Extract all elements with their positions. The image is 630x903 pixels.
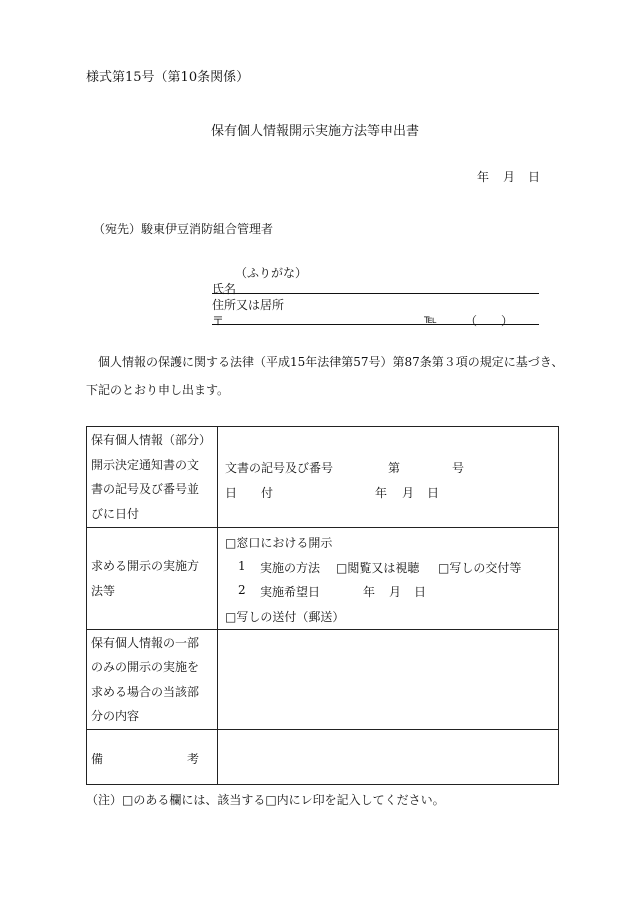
partial-label-line: 分の内容: [91, 709, 140, 723]
method-label-line: 法等: [91, 583, 116, 598]
notice-label-line: びに日付: [91, 506, 140, 521]
notice-label-line: 書の記号及び番号並: [91, 482, 200, 496]
remarks-label-left: 備: [91, 752, 104, 766]
form-number: 様式第15号（第10条関係）: [86, 70, 250, 85]
method-value-cell: [218, 528, 559, 630]
remarks-label: [87, 730, 218, 785]
partial-label-line: のみの開示の実施を: [91, 660, 200, 674]
furigana-label: （ふりがな）: [235, 266, 308, 280]
notice-day: 日: [427, 486, 440, 500]
date-year: 年: [477, 170, 490, 184]
remarks-label-right: 考: [187, 752, 200, 766]
item1-number: 1: [238, 559, 246, 573]
address-underline: [212, 324, 539, 325]
intro-line-2: 下記のとおり申し出ます。: [86, 383, 230, 397]
item2-day: 日: [414, 585, 427, 599]
checkbox-window-disclosure[interactable]: □窓口における開示: [225, 536, 333, 550]
request-table: [86, 426, 559, 785]
partial-value-cell[interactable]: [218, 630, 559, 730]
intro-line-1: 個人情報の保護に関する法律（平成15年法律第57号）第87条第３項の規定に基づき、: [98, 355, 564, 369]
address-label: 住所又は居所: [212, 298, 285, 312]
partial-label: [87, 630, 218, 730]
partial-label-line: 保有個人情報の一部: [91, 635, 200, 650]
date-month: 月: [503, 170, 516, 184]
table-row-notice: [87, 427, 559, 528]
checkbox-mail[interactable]: □写しの送付（郵送）: [225, 610, 345, 624]
table-row-method: [87, 528, 559, 630]
item2-year: 年: [363, 585, 376, 599]
table-row-remarks: [87, 730, 559, 785]
notice-date-label: 日 付: [225, 486, 274, 500]
footnote: （注）□のある欄には、該当する□内にレ印を記入してください。: [86, 793, 445, 807]
method-label-line: 求める開示の実施方: [91, 559, 200, 573]
phone-icon: ℡: [424, 312, 437, 326]
name-underline: [212, 293, 539, 294]
item2-month: 月: [389, 585, 402, 599]
notice-label-line: 開示決定通知書の文: [91, 457, 200, 472]
table-row-partial: [87, 630, 559, 730]
phone-area-code: （ ）: [465, 314, 514, 328]
doc-number-label: 文書の記号及び番号: [225, 461, 334, 475]
notice-year: 年: [375, 486, 388, 500]
item2-label: 実施希望日: [260, 585, 321, 599]
partial-label-line: 求める場合の当該部: [91, 684, 200, 699]
notice-label-line: 保有個人情報（部分）: [91, 433, 212, 447]
postal-mark: 〒: [212, 314, 225, 328]
checkbox-view[interactable]: □閲覧又は視聴: [336, 561, 420, 575]
document-title: 保有個人情報開示実施方法等申出書: [210, 124, 419, 139]
doc-number-go: 号: [452, 461, 465, 475]
date-day: 日: [528, 170, 541, 184]
notice-label: [87, 427, 218, 528]
item1-label: 実施の方法: [260, 561, 321, 575]
remarks-value-cell[interactable]: [218, 730, 559, 785]
item2-number: 2: [238, 583, 246, 597]
addressee: （宛先）駿東伊豆消防組合管理者: [93, 222, 274, 236]
notice-month: 月: [402, 486, 415, 500]
checkbox-copy[interactable]: □写しの交付等: [438, 561, 522, 575]
notice-value-cell[interactable]: [218, 427, 559, 528]
method-label: [87, 528, 218, 630]
name-label: 氏名: [212, 282, 237, 296]
doc-number-dai: 第: [388, 461, 401, 475]
